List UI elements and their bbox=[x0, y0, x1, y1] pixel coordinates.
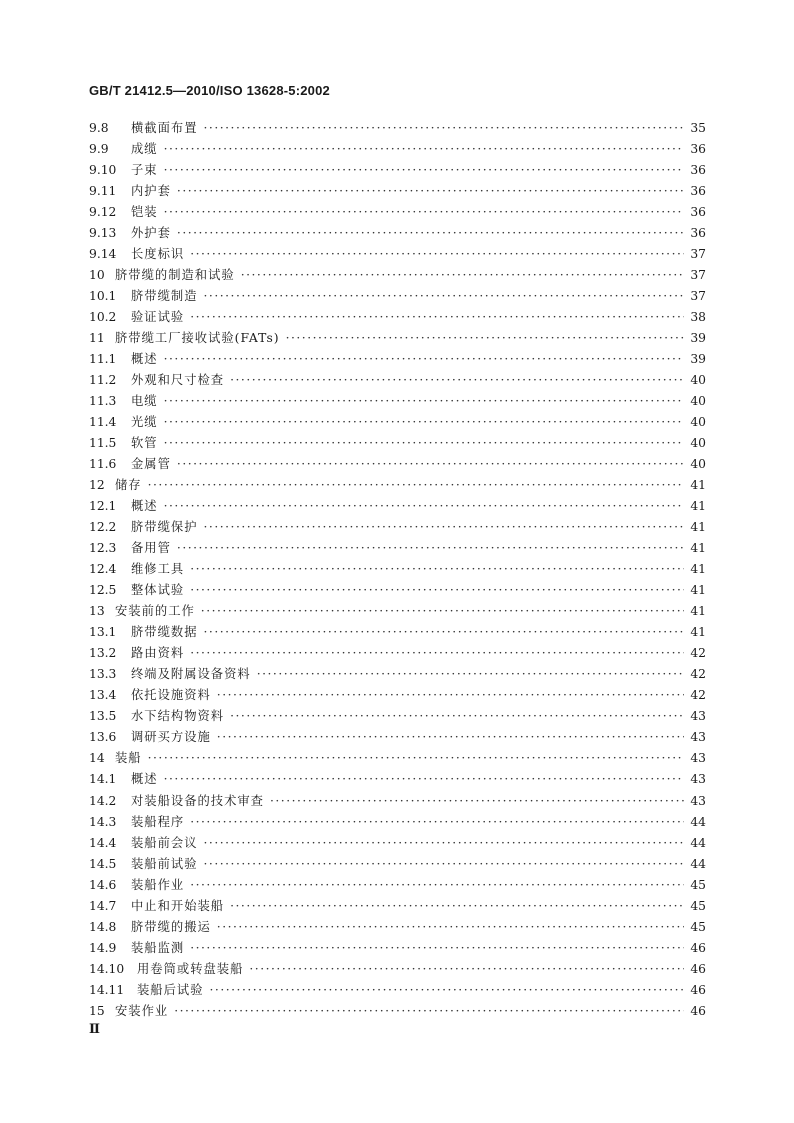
toc-leader-dots bbox=[204, 517, 685, 538]
toc-entry-number: 14.9 bbox=[89, 940, 117, 955]
toc-entry-page: 35 bbox=[690, 121, 706, 135]
toc-leader-dots bbox=[210, 980, 685, 1001]
toc-entry-title: 成缆 bbox=[131, 142, 158, 157]
toc-entry[interactable] bbox=[89, 244, 706, 265]
toc-entry[interactable] bbox=[89, 139, 706, 160]
toc-entry-number: 14.7 bbox=[89, 898, 117, 913]
toc-entry-page: 46 bbox=[690, 940, 706, 955]
toc-leader-dots bbox=[190, 812, 684, 833]
toc-leader-dots bbox=[204, 833, 685, 854]
toc-entry-number: 12.5 bbox=[89, 583, 117, 598]
toc-entry-number: 11.1 bbox=[89, 352, 117, 367]
toc-entry[interactable] bbox=[89, 118, 706, 139]
toc-entry-title: 概述 bbox=[131, 499, 158, 514]
toc-entry-page: 40 bbox=[690, 457, 706, 472]
toc-entry-title: 装船前试验 bbox=[131, 856, 198, 871]
toc-entry-page: 38 bbox=[690, 310, 706, 325]
toc-entry-page: 39 bbox=[690, 352, 706, 367]
toc-entry-title: 长度标识 bbox=[131, 247, 185, 262]
toc-leader-dots bbox=[190, 875, 684, 896]
toc-entry-number: 9.9 bbox=[89, 142, 109, 157]
toc-leader-dots bbox=[190, 580, 684, 601]
toc-entry-title: 装船程序 bbox=[131, 814, 185, 829]
toc-entry-page: 41 bbox=[690, 583, 706, 598]
toc-entry[interactable] bbox=[89, 769, 706, 790]
toc-entry[interactable] bbox=[89, 412, 706, 433]
toc-entry-title: 脐带缆保护 bbox=[131, 520, 198, 535]
toc-entry[interactable] bbox=[89, 1001, 706, 1022]
toc-entry-number: 11.4 bbox=[89, 415, 117, 430]
toc-entry-title: 中止和开始装船 bbox=[131, 898, 225, 913]
toc-entry-title: 铠装 bbox=[131, 205, 158, 220]
toc-entry[interactable] bbox=[89, 391, 706, 412]
toc-entry-number: 13.5 bbox=[89, 709, 117, 724]
toc-entry-page: 37 bbox=[690, 247, 706, 262]
toc-entry-page: 46 bbox=[690, 982, 706, 997]
toc-entry-page: 41 bbox=[690, 478, 706, 493]
toc-entry-number: 14 bbox=[89, 751, 105, 766]
toc-entry-page: 45 bbox=[690, 898, 706, 913]
toc-entry-number: 9.14 bbox=[89, 247, 117, 262]
toc-entry[interactable] bbox=[89, 727, 706, 748]
toc-entry-number: 11 bbox=[89, 331, 105, 346]
toc-entry-number: 14.1 bbox=[89, 772, 117, 787]
toc-entry-page: 44 bbox=[690, 856, 706, 871]
toc-leader-dots bbox=[217, 685, 684, 706]
toc-leader-dots bbox=[217, 917, 684, 938]
toc-leader-dots bbox=[177, 454, 684, 475]
toc-entry-title: 脐带缆制造 bbox=[131, 289, 198, 304]
toc-entry-page: 45 bbox=[690, 919, 706, 934]
toc-entry-number: 9.12 bbox=[89, 205, 117, 220]
toc-leader-dots bbox=[190, 643, 684, 664]
toc-entry[interactable] bbox=[89, 664, 706, 685]
toc-leader-dots bbox=[201, 601, 684, 622]
toc-entry-page: 46 bbox=[690, 961, 706, 976]
toc-entry-number: 12 bbox=[89, 478, 105, 493]
table-of-contents bbox=[89, 118, 706, 1022]
toc-leader-dots bbox=[204, 118, 685, 139]
toc-entry-page: 40 bbox=[690, 436, 706, 451]
toc-leader-dots bbox=[190, 307, 684, 328]
toc-entry-title: 脐带缆的制造和试验 bbox=[115, 268, 235, 283]
toc-entry[interactable] bbox=[89, 896, 706, 917]
toc-entry-title: 外观和尺寸检查 bbox=[131, 373, 225, 388]
toc-entry-number: 15 bbox=[89, 1003, 105, 1018]
toc-entry-page: 45 bbox=[690, 877, 706, 892]
toc-entry-number: 13.2 bbox=[89, 646, 117, 661]
toc-leader-dots bbox=[230, 370, 684, 391]
toc-entry-number: 13.6 bbox=[89, 730, 117, 745]
toc-entry-number: 11.2 bbox=[89, 373, 117, 388]
toc-entry-number: 12.3 bbox=[89, 541, 117, 556]
toc-leader-dots bbox=[164, 202, 684, 223]
toc-entry-page: 42 bbox=[690, 646, 706, 661]
toc-entry[interactable] bbox=[89, 307, 706, 328]
toc-entry[interactable] bbox=[89, 938, 706, 959]
toc-leader-dots bbox=[230, 896, 684, 917]
toc-entry-page: 40 bbox=[690, 415, 706, 430]
toc-entry-page: 41 bbox=[690, 562, 706, 577]
toc-entry-number: 13 bbox=[89, 604, 105, 619]
toc-leader-dots bbox=[241, 265, 684, 286]
toc-entry-title: 横截面布置 bbox=[131, 121, 198, 135]
toc-entry[interactable] bbox=[89, 643, 706, 664]
toc-entry-number: 13.3 bbox=[89, 667, 117, 682]
toc-entry-number: 12.1 bbox=[89, 499, 117, 514]
toc-entry-page: 41 bbox=[690, 625, 706, 640]
toc-leader-dots bbox=[177, 538, 684, 559]
toc-entry-number: 9.10 bbox=[89, 163, 117, 178]
toc-entry-title: 水下结构物资料 bbox=[131, 709, 225, 724]
toc-entry-number: 12.4 bbox=[89, 562, 117, 577]
toc-leader-dots bbox=[164, 349, 684, 370]
toc-entry[interactable] bbox=[89, 833, 706, 854]
toc-entry-title: 概述 bbox=[131, 352, 158, 367]
toc-entry-page: 36 bbox=[690, 142, 706, 157]
toc-entry[interactable] bbox=[89, 433, 706, 454]
toc-entry[interactable] bbox=[89, 622, 706, 643]
toc-entry-page: 40 bbox=[690, 373, 706, 388]
toc-leader-dots bbox=[148, 748, 684, 769]
toc-entry-page: 41 bbox=[690, 520, 706, 535]
toc-leader-dots bbox=[177, 181, 684, 202]
toc-entry[interactable] bbox=[89, 370, 706, 391]
toc-leader-dots bbox=[164, 496, 684, 517]
toc-entry[interactable] bbox=[89, 917, 706, 938]
toc-leader-dots bbox=[164, 160, 684, 181]
toc-entry-page: 44 bbox=[690, 835, 706, 850]
toc-entry-title: 储存 bbox=[115, 478, 142, 493]
toc-entry-number: 14.6 bbox=[89, 877, 117, 892]
toc-entry-page: 46 bbox=[690, 1003, 706, 1018]
toc-entry[interactable] bbox=[89, 475, 706, 496]
toc-entry[interactable] bbox=[89, 748, 706, 769]
toc-entry-page: 39 bbox=[690, 331, 706, 346]
toc-leader-dots bbox=[286, 328, 684, 349]
toc-leader-dots bbox=[148, 475, 684, 496]
toc-entry-title: 内护套 bbox=[131, 184, 171, 199]
toc-entry-page: 40 bbox=[690, 394, 706, 409]
toc-entry-page: 43 bbox=[690, 772, 706, 787]
toc-entry-title: 概述 bbox=[131, 772, 158, 787]
toc-entry-number: 14.8 bbox=[89, 919, 117, 934]
toc-entry-page: 37 bbox=[690, 289, 706, 304]
toc-entry-number: 10.2 bbox=[89, 310, 117, 325]
toc-entry[interactable] bbox=[89, 517, 706, 538]
toc-entry[interactable] bbox=[89, 685, 706, 706]
toc-entry-number: 9.8 bbox=[89, 121, 109, 135]
toc-entry-title: 对装船设备的技术审查 bbox=[131, 793, 264, 808]
toc-leader-dots bbox=[190, 938, 684, 959]
toc-entry-number: 13.4 bbox=[89, 688, 117, 703]
page-number: Ⅱ bbox=[89, 1022, 100, 1037]
toc-leader-dots bbox=[204, 286, 685, 307]
toc-entry[interactable] bbox=[89, 223, 706, 244]
toc-entry-page: 36 bbox=[690, 163, 706, 178]
toc-entry-page: 43 bbox=[690, 793, 706, 808]
toc-entry[interactable] bbox=[89, 202, 706, 223]
toc-leader-dots bbox=[177, 223, 684, 244]
toc-entry-title: 脐带缆数据 bbox=[131, 625, 198, 640]
toc-leader-dots bbox=[204, 854, 685, 875]
toc-entry-title: 安装作业 bbox=[115, 1003, 169, 1018]
toc-entry-page: 36 bbox=[690, 205, 706, 220]
toc-entry-number: 13.1 bbox=[89, 625, 117, 640]
toc-entry[interactable] bbox=[89, 980, 706, 1001]
toc-entry[interactable] bbox=[89, 812, 706, 833]
toc-entry-title: 装船监测 bbox=[131, 940, 185, 955]
toc-entry[interactable] bbox=[89, 875, 706, 896]
toc-entry-number: 12.2 bbox=[89, 520, 117, 535]
toc-entry-title: 装船后试验 bbox=[137, 982, 204, 997]
toc-entry-title: 脐带缆工厂接收试验(FATs) bbox=[115, 331, 280, 346]
toc-leader-dots bbox=[249, 959, 684, 980]
toc-leader-dots bbox=[270, 791, 684, 812]
toc-entry[interactable] bbox=[89, 791, 706, 812]
toc-entry-title: 调研买方设施 bbox=[131, 730, 211, 745]
toc-entry-page: 43 bbox=[690, 709, 706, 724]
toc-entry-title: 装船前会议 bbox=[131, 835, 198, 850]
toc-entry[interactable] bbox=[89, 265, 706, 286]
toc-entry-page: 37 bbox=[690, 268, 706, 283]
toc-entry[interactable] bbox=[89, 854, 706, 875]
toc-entry[interactable] bbox=[89, 328, 706, 349]
toc-leader-dots bbox=[230, 706, 684, 727]
toc-entry-title: 脐带缆的搬运 bbox=[131, 919, 211, 934]
toc-entry-number: 11.6 bbox=[89, 457, 117, 472]
toc-entry-title: 金属管 bbox=[131, 457, 171, 472]
toc-entry-title: 维修工具 bbox=[131, 562, 185, 577]
toc-entry[interactable] bbox=[89, 559, 706, 580]
toc-entry[interactable] bbox=[89, 496, 706, 517]
toc-entry[interactable] bbox=[89, 181, 706, 202]
toc-entry-page: 41 bbox=[690, 604, 706, 619]
toc-entry[interactable] bbox=[89, 601, 706, 622]
toc-entry-title: 依托设施资料 bbox=[131, 688, 211, 703]
toc-entry-title: 子束 bbox=[131, 163, 158, 178]
toc-entry-page: 41 bbox=[690, 541, 706, 556]
toc-entry-page: 41 bbox=[690, 499, 706, 514]
toc-entry-number: 10 bbox=[89, 268, 105, 283]
toc-entry[interactable] bbox=[89, 160, 706, 181]
toc-leader-dots bbox=[164, 412, 684, 433]
toc-leader-dots bbox=[257, 664, 684, 685]
toc-entry[interactable] bbox=[89, 580, 706, 601]
toc-entry-number: 14.11 bbox=[89, 982, 125, 997]
toc-entry-page: 42 bbox=[690, 667, 706, 682]
toc-entry-title: 软管 bbox=[131, 436, 158, 451]
toc-entry-number: 9.13 bbox=[89, 226, 117, 241]
toc-entry-number: 14.5 bbox=[89, 856, 117, 871]
toc-entry-page: 43 bbox=[690, 730, 706, 745]
toc-entry[interactable] bbox=[89, 538, 706, 559]
toc-entry-number: 14.2 bbox=[89, 793, 117, 808]
toc-entry-number: 14.4 bbox=[89, 835, 117, 850]
toc-entry-title: 外护套 bbox=[131, 226, 171, 241]
toc-entry-title: 用卷筒或转盘装船 bbox=[137, 961, 244, 976]
toc-entry-title: 装船 bbox=[115, 751, 142, 766]
toc-entry-page: 44 bbox=[690, 814, 706, 829]
toc-entry-title: 验证试验 bbox=[131, 310, 185, 325]
toc-leader-dots bbox=[190, 559, 684, 580]
toc-entry-title: 备用管 bbox=[131, 541, 171, 556]
toc-entry-number: 11.3 bbox=[89, 394, 117, 409]
toc-entry-page: 36 bbox=[690, 226, 706, 241]
toc-entry[interactable] bbox=[89, 286, 706, 307]
toc-entry-title: 电缆 bbox=[131, 394, 158, 409]
toc-entry[interactable] bbox=[89, 706, 706, 727]
toc-entry-page: 43 bbox=[690, 751, 706, 766]
toc-leader-dots bbox=[164, 139, 684, 160]
toc-entry-page: 42 bbox=[690, 688, 706, 703]
toc-entry-title: 安装前的工作 bbox=[115, 604, 195, 619]
toc-leader-dots bbox=[174, 1001, 684, 1022]
toc-entry-number: 14.10 bbox=[89, 961, 125, 976]
toc-leader-dots bbox=[190, 244, 684, 265]
toc-entry-title: 装船作业 bbox=[131, 877, 185, 892]
toc-entry-number: 11.5 bbox=[89, 436, 117, 451]
toc-entry-title: 光缆 bbox=[131, 415, 158, 430]
toc-entry-number: 10.1 bbox=[89, 289, 117, 304]
toc-entry-title: 整体试验 bbox=[131, 583, 185, 598]
toc-entry-page: 36 bbox=[690, 184, 706, 199]
toc-leader-dots bbox=[164, 769, 684, 790]
toc-entry[interactable] bbox=[89, 349, 706, 370]
toc-leader-dots bbox=[164, 391, 684, 412]
toc-leader-dots bbox=[204, 622, 685, 643]
toc-entry-number: 9.11 bbox=[89, 184, 117, 199]
toc-entry-title: 路由资料 bbox=[131, 646, 185, 661]
toc-leader-dots bbox=[164, 433, 684, 454]
toc-entry-number: 14.3 bbox=[89, 814, 117, 829]
toc-entry-title: 终端及附属设备资料 bbox=[131, 667, 251, 682]
toc-leader-dots bbox=[217, 727, 684, 748]
document-header: GB/T 21412.5—2010/ISO 13628-5:2002 bbox=[89, 83, 330, 98]
toc-entry[interactable] bbox=[89, 454, 706, 475]
toc-entry[interactable] bbox=[89, 959, 706, 980]
